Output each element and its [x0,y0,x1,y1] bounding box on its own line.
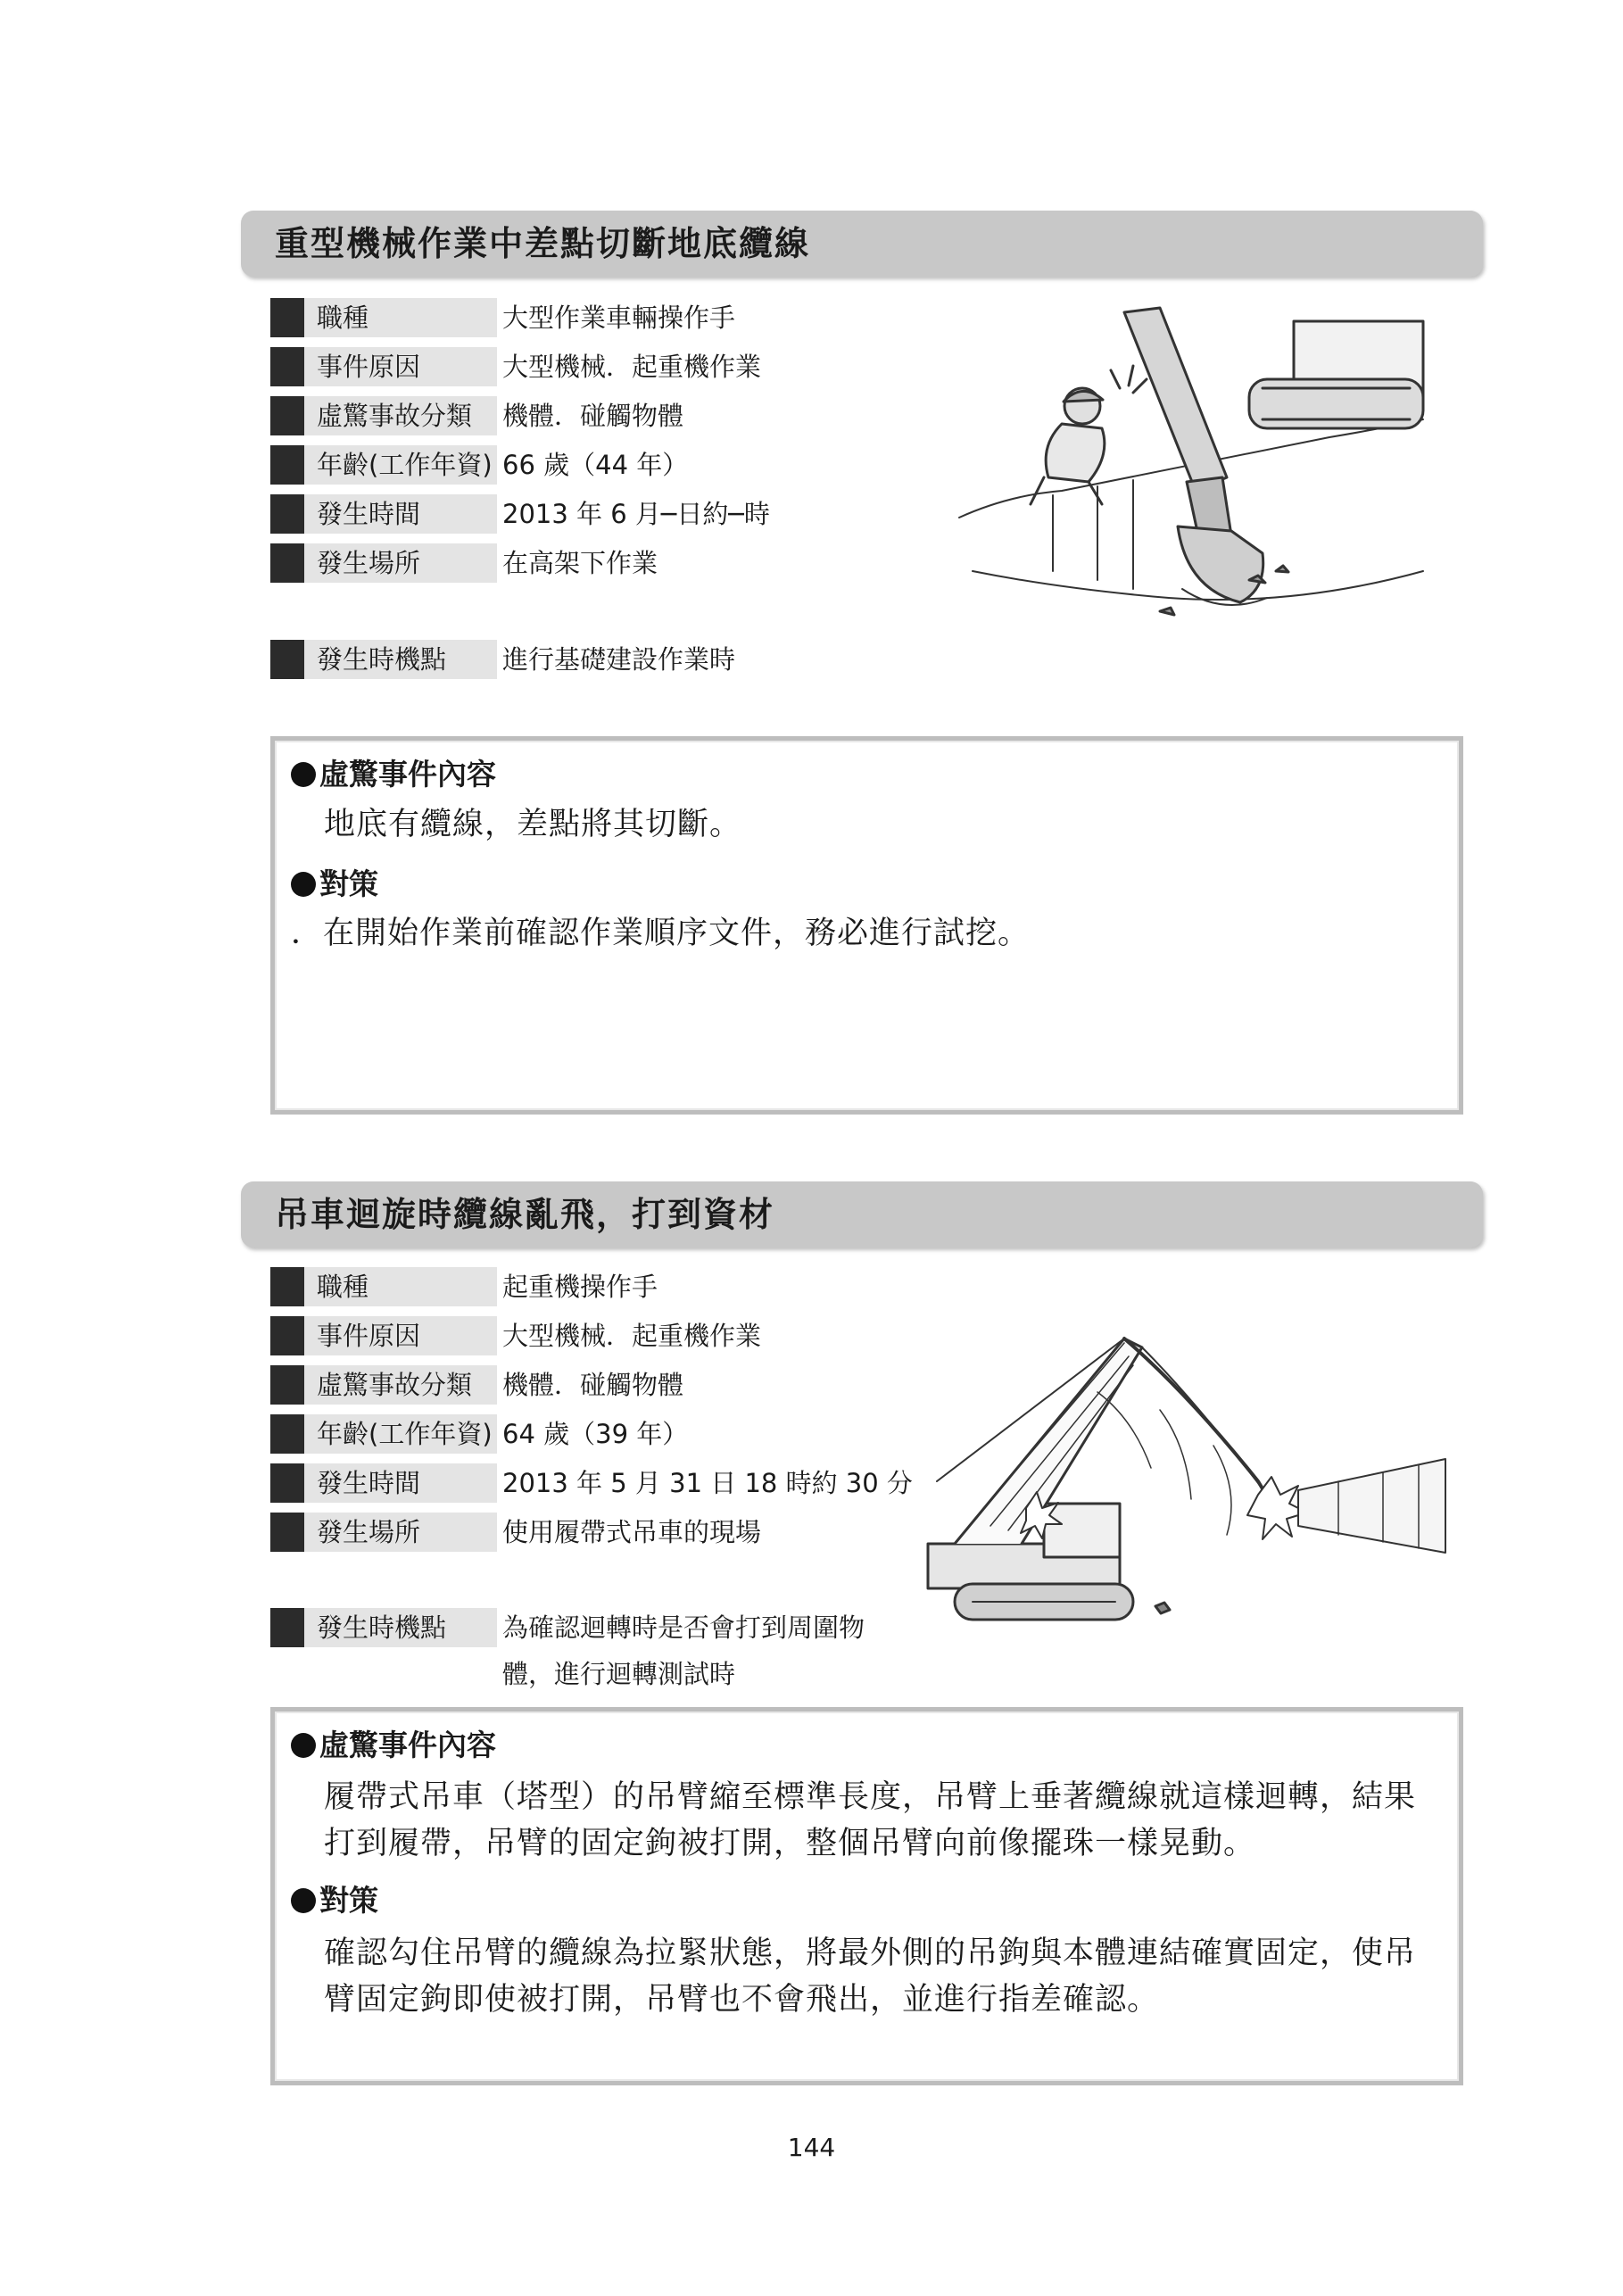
event-heading-text: 虛驚事件內容 [319,757,496,792]
measure-heading [291,861,378,903]
label-bar [270,1267,304,1306]
page-number: 144 [787,2133,836,2162]
info-value: 機體．碰觸物體 [502,401,684,431]
label-bar [270,396,304,435]
label-bar [270,1608,304,1647]
info-value: 66 歲（44 年） [502,450,689,480]
label-bar [270,1414,304,1454]
measure-heading-text: 對策 [319,866,378,901]
bullet-dot-icon [291,1888,316,1913]
info-label: 發生場所 [304,1513,497,1552]
label-bar [270,494,304,534]
crawler-crane-illustration [919,1312,1481,1642]
label-bar [270,640,304,679]
info-value: 使用履帶式吊車的現場 [502,1517,762,1547]
event-heading [291,751,496,793]
label-bar [270,1463,304,1503]
bullet-dot-icon [291,872,316,897]
measure-text: ．在開始作業前確認作業順序文件，務必進行試挖。 [291,916,1031,951]
event-text: 履帶式吊車（塔型）的吊臂縮至標準長度，吊臂上垂著纜線就這樣迴轉，結果打到履帶，吊臂的固定鉤被打開，整個吊臂向前像擺珠一樣晃動。 [324,1779,1417,1861]
info-value: 2013 年 5 月 31 日 18 時約 30 分 [502,1468,913,1498]
info-value: 機體．碰觸物體 [502,1370,684,1400]
info-value: 64 歲（39 年） [502,1419,689,1449]
info-value: 為確認迴轉時是否會打到周圍物體，進行迴轉測試時 [502,1612,865,1689]
measure-text: 確認勾住吊臂的纜線為拉緊狀態，將最外側的吊鉤與本體連結確實固定，使吊臂固定鉤即使被打開，吊臂也不會飛出，並進行指差確認。 [324,1935,1417,2018]
info-label: 虛驚事故分類 [304,396,497,435]
event-heading [291,1722,496,1764]
info-label: 發生時間 [304,1463,497,1503]
info-label: 發生場所 [304,543,497,583]
event-heading-text: 虛驚事件內容 [319,1728,496,1762]
info-value: 2013 年 6 月─日約─時 [502,499,770,529]
section-2-title: 吊車迴旋時纜線亂飛，打到資材 [241,1181,1483,1247]
label-bar [270,1316,304,1355]
section-1-content-box [270,736,1463,1115]
bullet-dot-icon [291,1733,316,1758]
info-value: 起重機操作手 [502,1272,658,1302]
info-label: 虛驚事故分類 [304,1365,497,1405]
info-label: 事件原因 [304,347,497,386]
label-bar [270,1365,304,1405]
info-label: 發生時間 [304,494,497,534]
label-bar [270,347,304,386]
info-label: 發生時機點 [304,1608,497,1647]
info-value: 進行基礎建設作業時 [502,644,736,675]
label-bar [270,445,304,485]
measure-heading-text: 對策 [319,1883,378,1918]
event-text: 地底有纜線，差點將其切斷。 [324,807,742,842]
label-bar [270,543,304,583]
label-bar [270,1513,304,1552]
info-label: 事件原因 [304,1316,497,1355]
excavator-illustration [955,303,1428,625]
info-label: 職種 [304,1267,497,1306]
info-label: 職種 [304,298,497,337]
info-label: 年齡(工作年資) [304,445,497,485]
measure-heading [291,1877,378,1919]
info-value: 在高架下作業 [502,548,658,578]
bullet-dot-icon [291,762,316,787]
info-value: 大型機械．起重機作業 [502,352,762,382]
label-bar [270,298,304,337]
section-2-content-box [270,1707,1463,2085]
info-label: 發生時機點 [304,640,497,679]
info-value: 大型作業車輛操作手 [502,303,736,333]
info-value: 大型機械．起重機作業 [502,1321,762,1351]
section-1-title: 重型機械作業中差點切斷地底纜線 [241,211,1483,277]
info-label: 年齡(工作年資) [304,1414,497,1454]
